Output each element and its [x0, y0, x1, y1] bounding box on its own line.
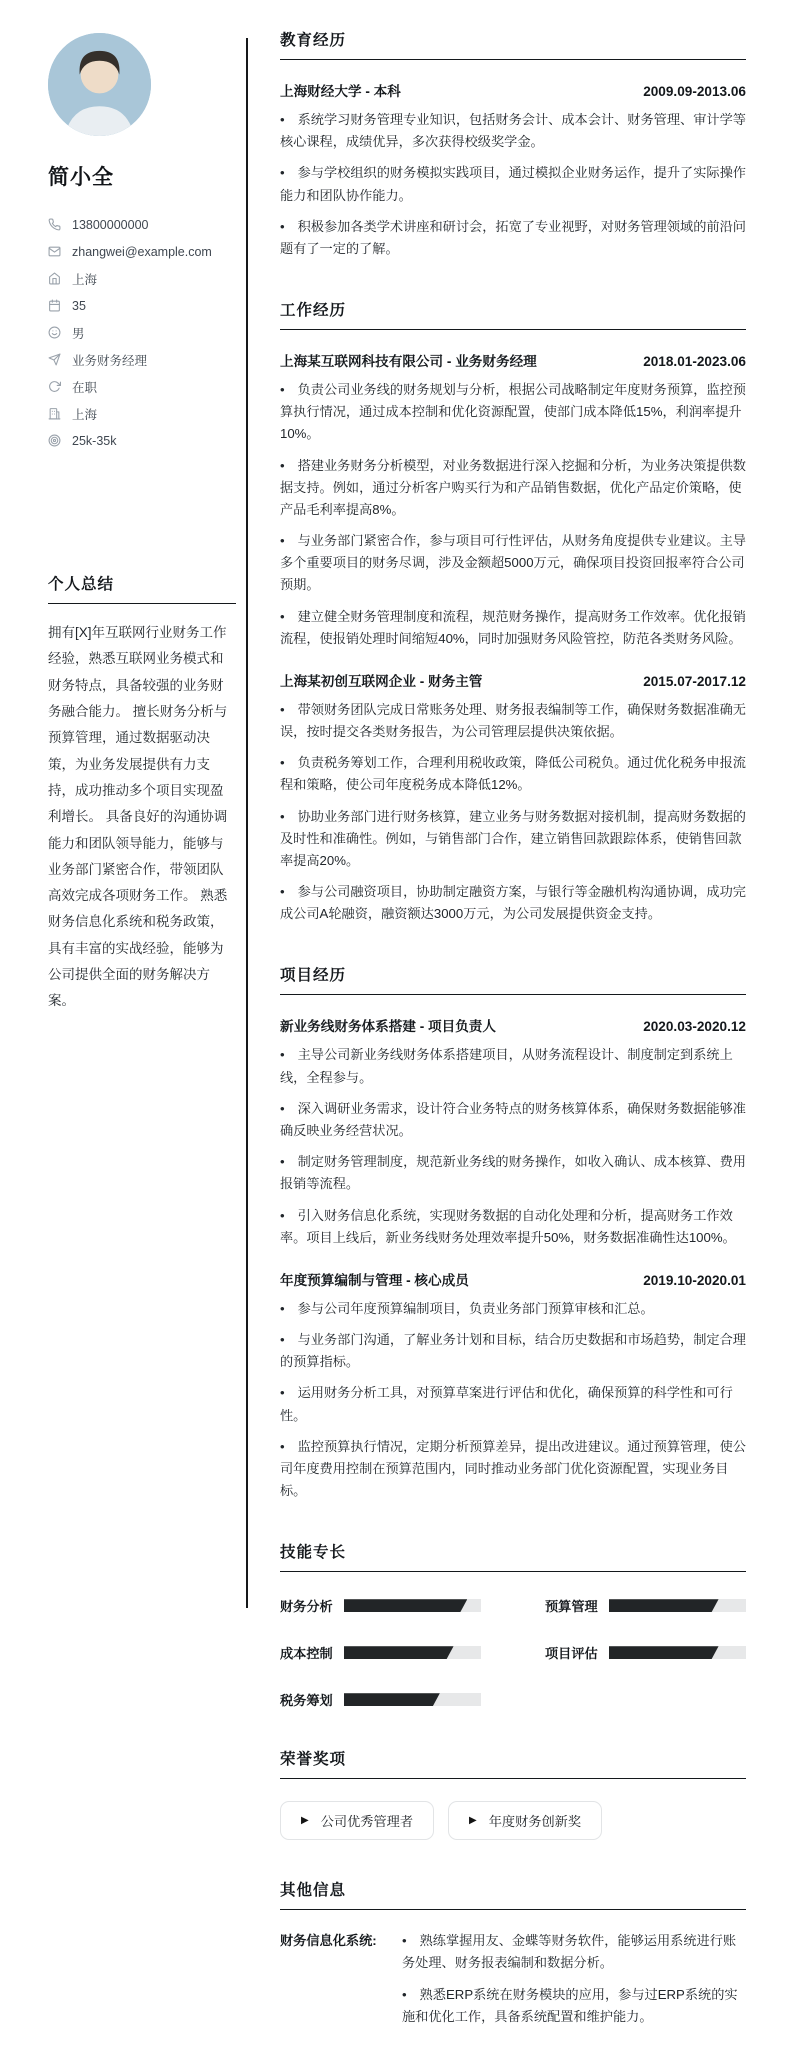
education-title: 教育经历 — [280, 28, 746, 60]
entry-date: 2020.03-2020.12 — [643, 1019, 746, 1035]
other-label: 财务信息化系统: — [280, 1933, 377, 1949]
sidebar — [0, 0, 246, 2058]
work-title: 工作经历 — [280, 298, 746, 330]
contact-item — [48, 427, 236, 454]
contact-value: 25k-35k — [72, 433, 117, 448]
bullet-dot: • — [280, 382, 285, 398]
entry-heading: 上海某初创互联网企业 - 财务主管 — [280, 673, 483, 689]
contact-item — [48, 211, 236, 238]
bullet-dot: • — [280, 1207, 285, 1223]
entry-heading: 新业务线财务体系搭建 - 项目负责人 — [280, 1019, 496, 1035]
entry-head — [280, 1269, 746, 1289]
contact-item — [48, 319, 236, 346]
entry — [280, 80, 746, 260]
skill-item — [280, 1690, 481, 1709]
skill-item — [545, 1643, 746, 1662]
skill-label: 成本控制 — [280, 1646, 333, 1662]
bullet-item: • 引入财务信息化系统，实现财务数据的自动化处理和分析，提高财务工作效率。项目上线后，新业务线财务处理效率提升50%，财务数据准确性达100%。 — [280, 1207, 736, 1245]
contact-item — [48, 373, 236, 400]
skill-item — [545, 1596, 746, 1615]
education-entries — [280, 80, 746, 260]
bullet-dot: • — [280, 1438, 285, 1454]
bullet-dot: • — [280, 165, 285, 181]
bullet-item: • 主导公司新业务线财务体系搭建项目，从财务流程设计、制度制定到系统上线，全程参与。 — [280, 1047, 733, 1085]
bullet-item: • 熟悉ERP系统在财务模块的应用，参与过ERP系统的实施和优化工作，具备系统配置和维护能力。 — [402, 1986, 738, 2024]
bullet-dot: • — [280, 218, 285, 234]
work-entries — [280, 350, 746, 925]
bullet-dot: • — [280, 457, 285, 473]
skill-fill — [609, 1646, 719, 1659]
project-entries — [280, 1015, 746, 1502]
skill-fill — [344, 1646, 454, 1659]
entry-date: 2015.07-2017.12 — [643, 673, 746, 689]
bullet-item: • 负责公司业务线的财务规划与分析，根据公司战略制定年度财务预算，监控预算执行情况，通过成本控制和优化资源配置，使部门成本降低15%，利润率提升10%。 — [280, 382, 746, 442]
bullet-dot: • — [280, 755, 285, 771]
honor-badges — [280, 1801, 746, 1840]
bullet-item: • 负责税务筹划工作，合理利用税收政策，降低公司税负。通过优化税务申报流程和策略，使公司年度税务成本降低12%。 — [280, 755, 746, 793]
skill-bar — [344, 1693, 481, 1706]
other-row — [280, 1930, 746, 2028]
bullet-item: • 积极参加各类学术讲座和研讨会，拓宽了专业视野，对财务管理领域的前沿问题有了一定的了解。 — [280, 218, 746, 256]
bullet-item: • 参与公司年度预算编制项目，负责业务部门预算审核和汇总。 — [280, 1300, 654, 1316]
honor-badge — [280, 1801, 434, 1840]
skill-label: 预算管理 — [545, 1599, 598, 1615]
badge-label: 公司优秀管理者 — [320, 1814, 414, 1830]
age-icon — [48, 299, 61, 312]
honor-badge — [448, 1801, 602, 1840]
skill-fill — [344, 1599, 468, 1612]
bullet-item: • 协助业务部门进行财务核算，建立业务与财务数据对接机制，提高财务数据的及时性和准确性。例如，与销售部门合作，建立销售回款跟踪体系，使销售回款率提高20%。 — [280, 808, 746, 868]
contact-item — [48, 265, 236, 292]
bullet-item: • 与业务部门紧密合作，参与项目可行性评估，从财务角度提供专业建议。主导多个重要项目的财务尽调，涉及金额超5000万元，确保项目投资回报率符合公司预期。 — [280, 533, 746, 593]
bullet-item: • 参与公司融资项目，协助制定融资方案，与银行等金融机构沟通协调，成功完成公司A轮融资，融资额达3000万元，为公司发展提供资金支持。 — [280, 884, 746, 922]
summary-title: 个人总结 — [48, 572, 236, 604]
avatar — [48, 33, 151, 136]
bullet-dot: • — [280, 1332, 285, 1348]
skill-item — [280, 1643, 481, 1662]
bullet-dot: • — [280, 608, 285, 624]
section-work — [280, 298, 746, 925]
skill-item — [280, 1596, 481, 1615]
entry-date: 2019.10-2020.01 — [643, 1272, 746, 1288]
projects-title: 项目经历 — [280, 963, 746, 995]
contact-list — [48, 211, 236, 454]
main-column — [248, 0, 794, 2058]
skill-label: 项目评估 — [545, 1646, 598, 1662]
entry-head — [280, 80, 746, 100]
entry — [280, 350, 746, 650]
contact-value: 业务财务经理 — [72, 353, 148, 368]
bullet-dot: • — [280, 533, 285, 549]
bullet-item: • 参与学校组织的财务模拟实践项目，通过模拟企业财务运作，提升了实际操作能力和团队协作能力。 — [280, 165, 746, 203]
bullet-dot: • — [280, 1385, 285, 1401]
avatar-photo — [48, 33, 151, 136]
entry-head — [280, 350, 746, 370]
contact-value: 13800000000 — [72, 217, 149, 232]
contact-item — [48, 292, 236, 319]
skills-title: 技能专长 — [280, 1540, 746, 1572]
phone-icon — [48, 218, 61, 231]
skill-bar — [609, 1599, 746, 1612]
skill-label: 税务筹划 — [280, 1693, 333, 1709]
mail-icon — [48, 245, 61, 258]
entry-heading: 上海某互联网科技有限公司 - 业务财务经理 — [280, 354, 537, 370]
bullet-item: • 与业务部门沟通，了解业务计划和目标，结合历史数据和市场趋势，制定合理的预算指标。 — [280, 1332, 746, 1370]
bullet-item: • 建立健全财务管理制度和流程，规范财务操作，提高财务工作效率。优化报销流程，使报销处理时间缩短40%，同时加强财务风险管控，防范各类财务风险。 — [280, 608, 746, 646]
bullet-item: • 搭建业务财务分析模型，对业务数据进行深入挖掘和分析，为业务决策提供数据支持。例如，通过分析客户购买行为和产品销售数据，优化产品定价策略，使产品毛利率提高8%。 — [280, 457, 746, 517]
skill-fill — [609, 1599, 719, 1612]
bullet-dot: • — [280, 1154, 285, 1170]
other-title: 其他信息 — [280, 1878, 746, 1910]
building-icon — [48, 407, 61, 420]
honors-title: 荣誉奖项 — [280, 1747, 746, 1779]
section-projects — [280, 963, 746, 1502]
contact-value: 在职 — [72, 380, 98, 395]
entry-head — [280, 1015, 746, 1035]
contact-item — [48, 238, 236, 265]
bullet-dot: • — [280, 1047, 285, 1063]
contact-item — [48, 346, 236, 373]
bullet-item: • 熟练掌握用友、金蝶等财务软件，能够运用系统进行账务处理、财务报表编制和数据分析。 — [402, 1933, 737, 1971]
entry — [280, 670, 746, 926]
entry-date: 2009.09-2013.06 — [643, 84, 746, 99]
play-icon: ▶ — [301, 1814, 309, 1826]
bullet-item: • 运用财务分析工具，对预算草案进行评估和优化，确保预算的科学性和可行性。 — [280, 1385, 733, 1423]
entry — [280, 1015, 746, 1248]
badge-label: 年度财务创新奖 — [488, 1814, 582, 1830]
contact-value: 男 — [72, 326, 85, 341]
bullet-item: • 深入调研业务需求，设计符合业务特点的财务核算体系，确保财务数据能够准确反映业务经营状况。 — [280, 1100, 746, 1138]
status-icon — [48, 380, 61, 393]
skill-bar — [344, 1646, 481, 1659]
candidate-name: 简小全 — [48, 166, 114, 189]
entry — [280, 1269, 746, 1502]
section-education — [280, 28, 746, 260]
skill-fill — [344, 1693, 440, 1706]
section-skills — [280, 1540, 746, 1709]
skill-bar — [344, 1599, 481, 1612]
other-bullets — [402, 1930, 746, 2028]
summary-text: 拥有[X]年互联网行业财务工作经验，熟悉互联网业务模式和财务特点，具备较强的业务财务融合能力。 擅长财务分析与预算管理，通过数据驱动决策，为业务发展提供有力支持，成功推动多个项目实现盈利增长。 具备良好的沟通协调能力和团队领导能力，能够与业务部门紧密合作，带领团队高效完成各项财务工作。 熟悉财务信息化系统和税务政策，具有丰富的实战经验，能够为公司提供全面的财务解决方案。 — [48, 625, 228, 1009]
summary-section — [48, 572, 236, 1015]
bullet-dot: • — [280, 112, 285, 127]
bullet-dot: • — [402, 1986, 407, 2002]
section-honors — [280, 1747, 746, 1840]
paper-plane-icon — [48, 353, 61, 366]
contact-value: 35 — [72, 298, 86, 313]
skill-bar — [609, 1646, 746, 1659]
entry-heading: 上海财经大学 - 本科 — [280, 84, 401, 99]
bullet-dot: • — [280, 1100, 285, 1116]
bullet-dot: • — [280, 1300, 285, 1316]
bullet-item: • 带领财务团队完成日常账务处理、财务报表编制等工作，确保财务数据准确无误，按时提交各类财务报告，为公司管理层提供决策依据。 — [280, 701, 746, 740]
bullet-item: • 系统学习财务管理专业知识，包括财务会计、成本会计、财务管理、审计学等核心课程，成绩优异，多次获得校级奖学金。 — [280, 112, 746, 150]
entry-heading: 年度预算编制与管理 - 核心成员 — [280, 1272, 469, 1288]
skills-grid — [280, 1596, 746, 1709]
entry-head — [280, 670, 746, 690]
entry-date: 2018.01-2023.06 — [643, 354, 746, 370]
bullet-dot: • — [280, 701, 285, 717]
contact-value: 上海 — [72, 272, 98, 287]
play-icon: ▶ — [469, 1814, 477, 1826]
bullet-item: • 监控预算执行情况，定期分析预算差异，提出改进建议。通过预算管理，使公司年度费用控制在预算范围内，同时推动业务部门优化资源配置，实现业务目标。 — [280, 1438, 746, 1499]
bullet-dot: • — [402, 1933, 407, 1949]
skill-label: 财务分析 — [280, 1599, 333, 1615]
contact-value: 上海 — [72, 407, 98, 422]
gender-icon — [48, 326, 61, 339]
contact-value: zhangwei@example.com — [72, 244, 212, 259]
home-icon — [48, 272, 61, 285]
bullet-dot: • — [280, 884, 285, 900]
contact-item — [48, 400, 236, 427]
section-other — [280, 1878, 746, 2028]
bullet-dot: • — [280, 808, 285, 824]
bullet-item: • 制定财务管理制度，规范新业务线的财务操作，如收入确认、成本核算、费用报销等流程。 — [280, 1154, 746, 1192]
target-icon — [48, 434, 61, 447]
